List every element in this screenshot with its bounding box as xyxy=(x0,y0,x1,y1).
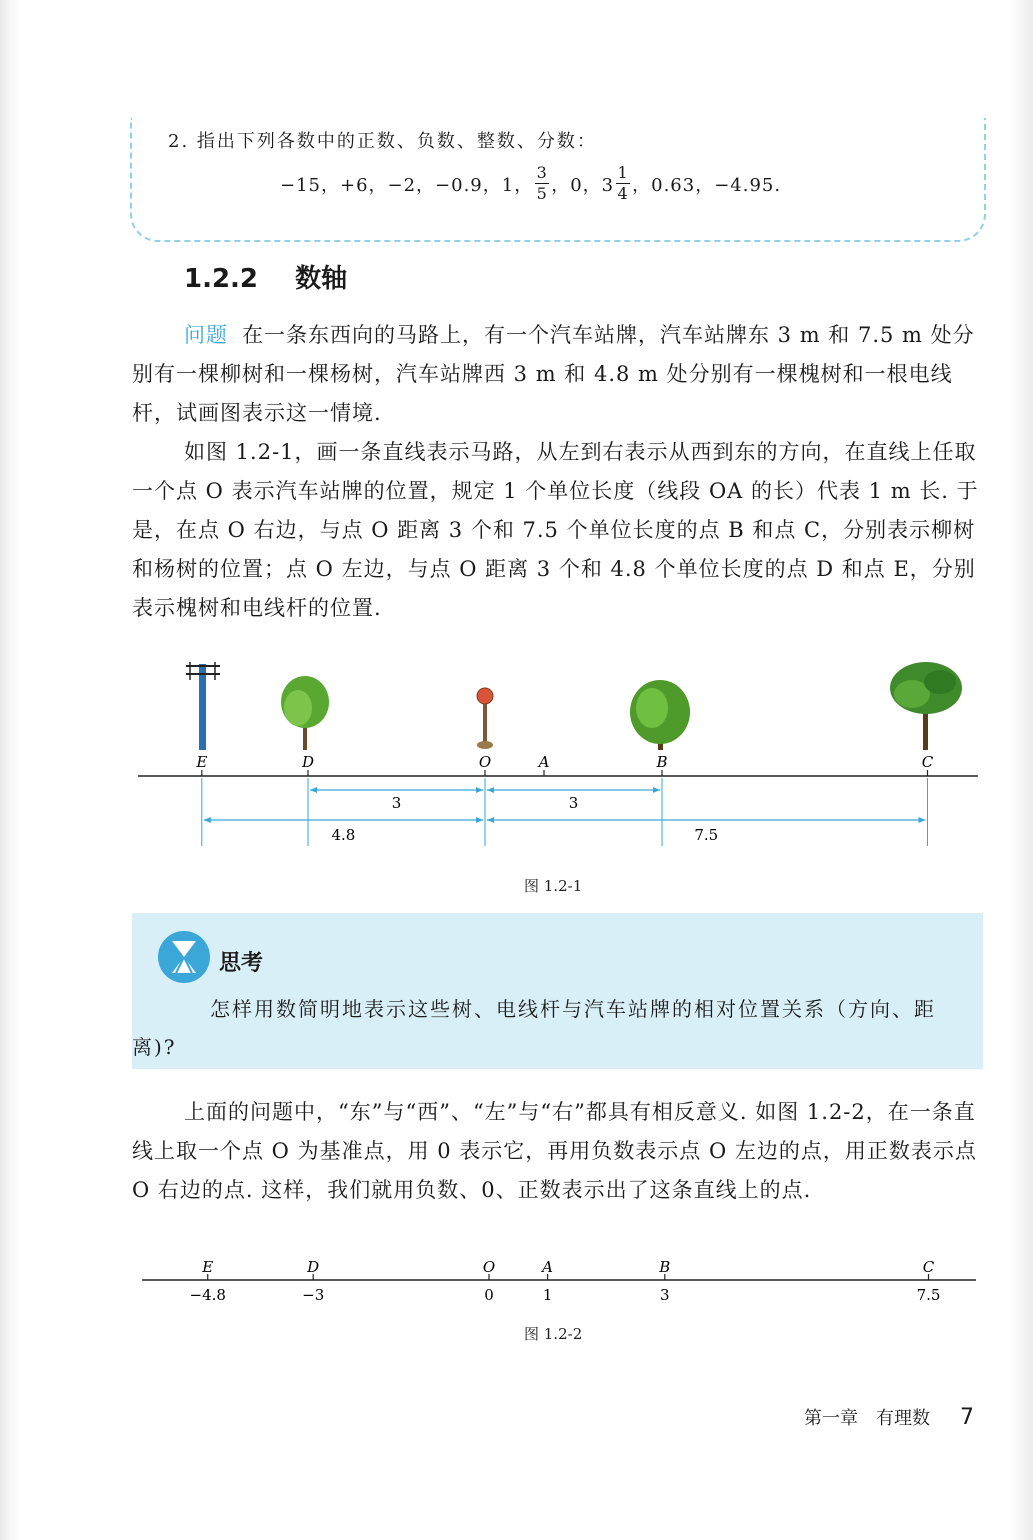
figure2-caption: 图 1.2-2 xyxy=(524,1325,583,1343)
point-label-a: A xyxy=(542,1258,554,1276)
tree-icon-b xyxy=(630,680,690,750)
point-label-b: B xyxy=(659,1258,671,1276)
frac2-numerator: 1 xyxy=(617,163,629,182)
paragraph-2: 上面的问题中，“东”与“西”、“左”与“右”都具有相反意义. 如图 1.2-2，在一条直线上取一个点 O 为基准点，用 0 表示它，再用负数表示点 O 左边的点，用正数表示点 O 右边的点. 这样，我们就用负数、0、正数表示出了这条直线上的点. xyxy=(132,1100,977,1202)
dimension-arrow-right xyxy=(476,787,483,793)
problem-label: 问题 xyxy=(184,323,228,347)
bus-stop-sign-icon xyxy=(477,688,493,749)
think-icon xyxy=(156,929,212,985)
chapter-label: 第一章 有理数 xyxy=(804,1408,930,1429)
dimension-label: 3 xyxy=(391,794,402,812)
section-title xyxy=(184,258,347,295)
think-title: 思考 xyxy=(219,951,264,976)
point-label-o: O xyxy=(482,1258,496,1276)
dimension-label: 7.5 xyxy=(694,826,719,844)
page-number: 7 xyxy=(960,1405,974,1430)
point-label-o: O xyxy=(478,753,492,771)
explanation-paragraph: 如图 1.2-1，画一条直线表示马路，从左到右表示从西到东的方向，在直线上任取一个点 O 表示汽车站牌的位置，规定 1 个单位长度（线段 OA 的长）代表 1 m 长. 于是，在点 O 右边，与点 O 距离 3 个和 7.5 个单位长度的点 B 和点 C，分别表示柳树和杨树的位置；点 O 左边，与点 O 距离 3 个和 4.8 个单位长度的点 D 和点 E，分别表示槐树和电线杆的位置. xyxy=(132,440,979,620)
dimension-arrow-right xyxy=(476,817,483,823)
pole-icon xyxy=(186,662,220,750)
section-number: 1.2.2 xyxy=(184,264,259,294)
dimension-arrow-left xyxy=(487,787,494,793)
think-text: 怎样用数简明地表示这些树、电线杆与汽车站牌的相对位置关系（方向、距离)? xyxy=(132,997,936,1059)
exercise-nums-c: ，0.63，−4.95. xyxy=(632,174,782,196)
dimension-arrow-right xyxy=(919,817,926,823)
dimension-label: 3 xyxy=(568,794,579,812)
point-label-c: C xyxy=(922,1258,935,1276)
section-name: 数轴 xyxy=(295,264,348,294)
point-label-d: D xyxy=(301,753,315,771)
point-label-d: D xyxy=(307,1258,320,1276)
tree-icon-d xyxy=(281,676,329,750)
tick-value: 3 xyxy=(660,1286,670,1304)
tick-value: 0 xyxy=(484,1286,494,1304)
point-label-a: A xyxy=(538,753,550,771)
fraction-three-fifths xyxy=(535,163,549,204)
point-label-c: C xyxy=(921,753,934,771)
tree-icon-c xyxy=(890,662,962,750)
tick-value: −3 xyxy=(302,1286,325,1304)
figure2-marks xyxy=(190,1258,941,1304)
figure-1-2-2 xyxy=(0,1256,1033,1316)
exercise-numbers xyxy=(280,163,781,204)
exercise-nums-a: −15，+6，−2，−0.9，1， xyxy=(280,174,534,196)
page-footer xyxy=(804,1404,974,1430)
exercise-nums-b: ，0，3 xyxy=(551,174,615,196)
figure-1-2-1 xyxy=(0,650,1033,870)
point-label-e: E xyxy=(202,1258,214,1276)
point-label-b: B xyxy=(656,753,668,771)
exercise-question: 2. 指出下列各数中的正数、负数、整数、分数： xyxy=(168,131,597,152)
tick-value: −4.8 xyxy=(189,1286,226,1304)
problem-text: 在一条东西向的马路上，有一个汽车站牌，汽车站牌东 3 m 和 7.5 m 处分别有一棵柳树和一棵杨树，汽车站牌西 3 m 和 4.8 m 处分别有一棵槐树和一根电线杆，试画图表示这一情境. xyxy=(132,323,975,425)
tick-value: 7.5 xyxy=(916,1286,941,1304)
fraction-one-fourth xyxy=(616,163,630,204)
dimension-label: 4.8 xyxy=(331,826,356,844)
dimension-arrow-left xyxy=(487,817,494,823)
frac2-denominator: 4 xyxy=(617,184,629,203)
dimension-arrow-left xyxy=(310,787,317,793)
figure1-caption: 图 1.2-1 xyxy=(524,877,583,895)
frac1-numerator: 3 xyxy=(536,163,548,182)
frac1-denominator: 5 xyxy=(536,184,548,203)
tick-value: 1 xyxy=(542,1286,553,1304)
figure1-marks xyxy=(195,753,933,846)
dimension-arrow-left xyxy=(204,817,211,823)
point-label-e: E xyxy=(196,753,208,771)
dimension-arrow-right xyxy=(653,787,660,793)
problem-paragraph xyxy=(132,316,984,433)
